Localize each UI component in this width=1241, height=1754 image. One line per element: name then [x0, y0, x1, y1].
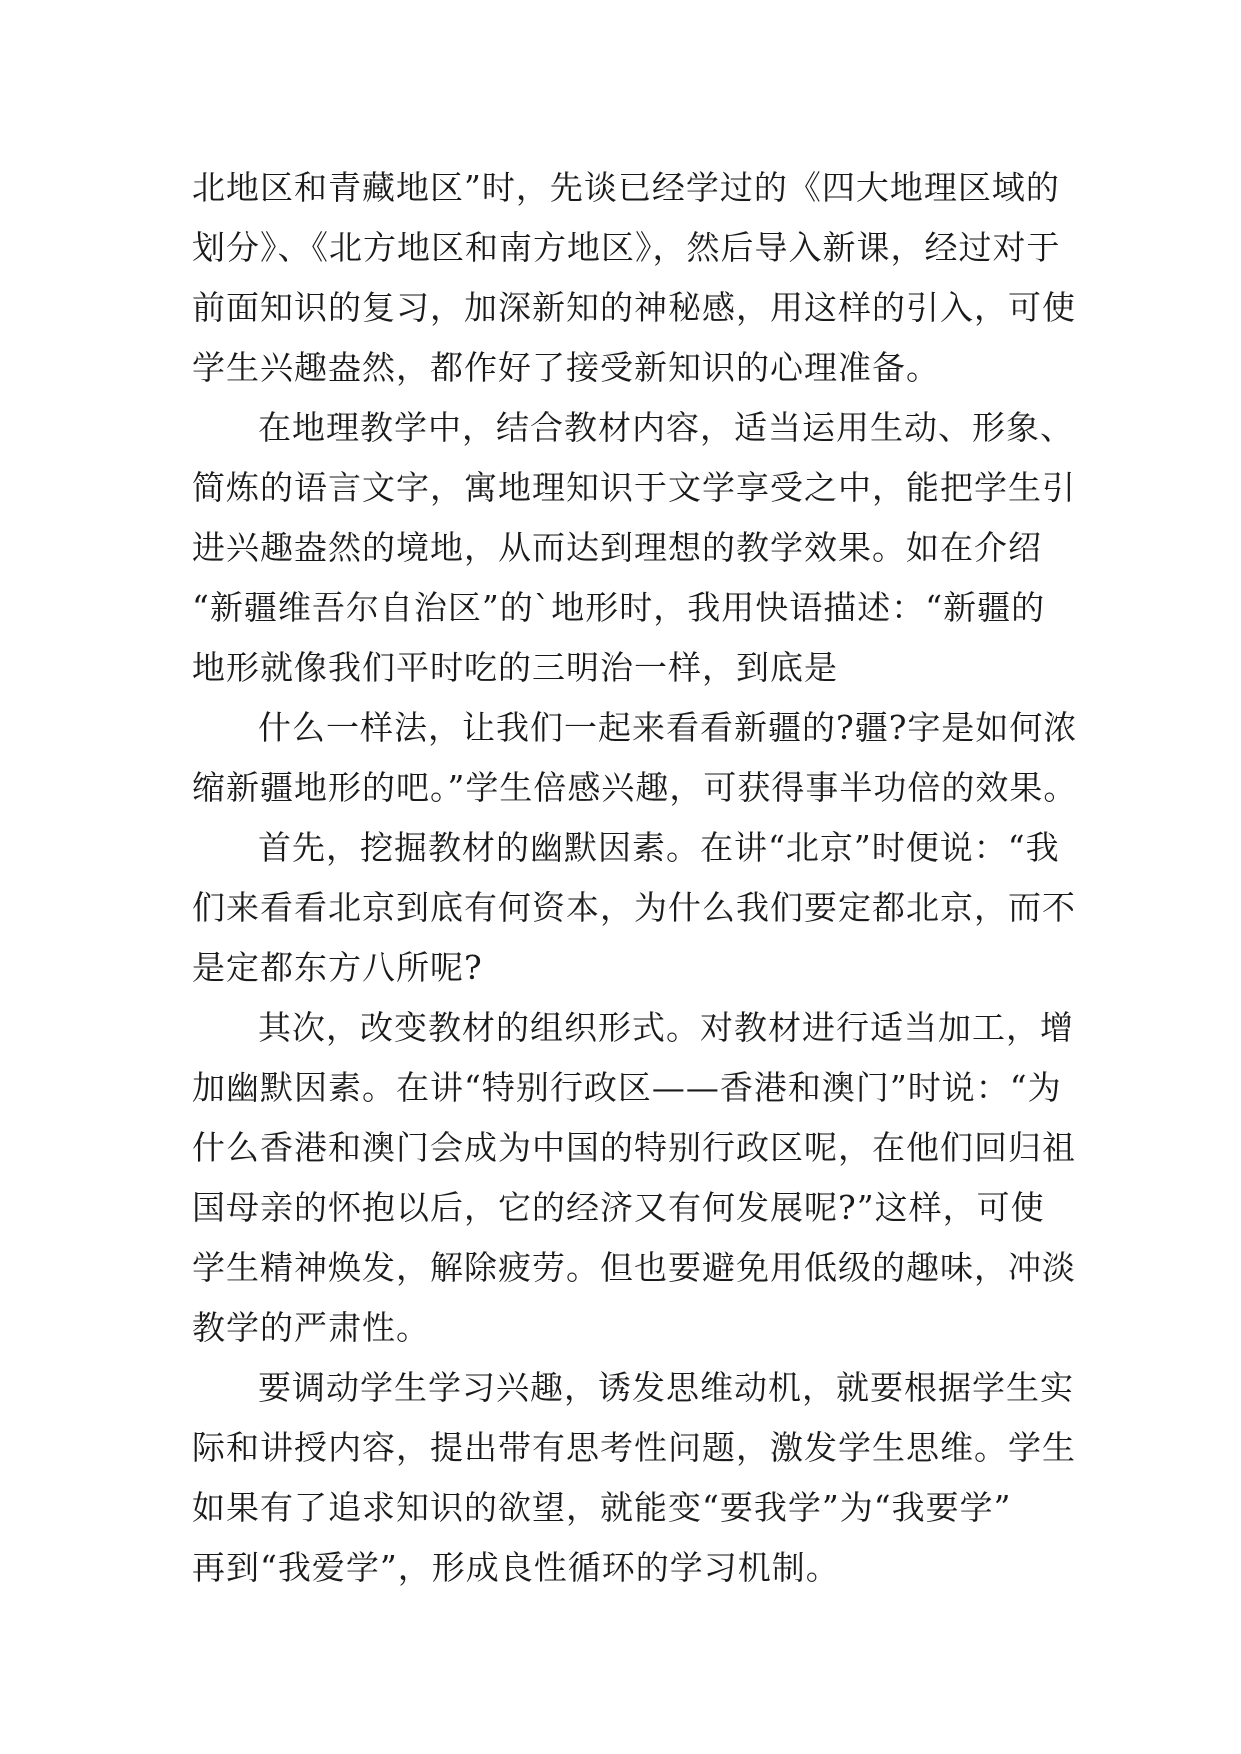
- text-line: 简炼的语言文字，寓地理知识于文学享受之中，能把学生引: [192, 468, 1076, 507]
- text-line: 地形就像我们平时吃的三明治一样，到底是: [192, 648, 838, 687]
- text-line: 进兴趣盎然的境地，从而达到理想的教学效果。如在介绍: [192, 528, 1042, 567]
- text-line: 再到“我爱学”，形成良性循环的学习机制。: [192, 1548, 840, 1587]
- text-line: 缩新疆地形的吧。”学生倍感兴趣，可获得事半功倍的效果。: [192, 768, 1078, 807]
- text-line: 如果有了追求知识的欲望，就能变“要我学”为“我要学”: [192, 1488, 1012, 1527]
- text-line: 学生兴趣盎然，都作好了接受新知识的心理准备。: [192, 348, 940, 387]
- text-line: 划分》、《北方地区和南方地区》，然后导入新课，经过对于: [192, 228, 1061, 267]
- text-line: 教学的严肃性。: [192, 1308, 430, 1347]
- text-line: 学生精神焕发，解除疲劳。但也要避免用低级的趣味，冲淡: [192, 1248, 1076, 1287]
- text-line: 在地理教学中，结合教材内容，适当运用生动、形象、: [258, 408, 1074, 447]
- text-line: 什么一样法，让我们一起来看看新疆的?疆?字是如何浓: [258, 708, 1078, 747]
- text-line: “新疆维吾尔自治区”的`地形时，我用快语描述：“新疆的: [192, 588, 1046, 627]
- text-line: 国母亲的怀抱以后，它的经济又有何发展呢?”这样，可使: [192, 1188, 1045, 1227]
- text-line: 要调动学生学习兴趣，诱发思维动机，就要根据学生实: [258, 1368, 1074, 1407]
- text-line: 们来看看北京到底有何资本，为什么我们要定都北京，而不: [192, 888, 1076, 927]
- text-line: 首先，挖掘教材的幽默因素。在讲“北京”时便说：“我: [258, 828, 1060, 867]
- text-line: 北地区和青藏地区”时，先谈已经学过的《四大地理区域的: [192, 168, 1060, 207]
- text-line: 什么香港和澳门会成为中国的特别行政区呢，在他们回归祖: [192, 1128, 1076, 1167]
- text-line: 加幽默因素。在讲“特别行政区——香港和澳门”时说：“为: [192, 1068, 1062, 1107]
- text-line: 是定都东方八所呢?: [192, 948, 483, 987]
- text-line: 其次，改变教材的组织形式。对教材进行适当加工，增: [258, 1008, 1074, 1047]
- text-line: 际和讲授内容，提出带有思考性问题，激发学生思维。学生: [192, 1428, 1076, 1467]
- text-line: 前面知识的复习，加深新知的神秘感，用这样的引入，可使: [192, 288, 1076, 327]
- body-text: [192, 158, 1078, 1598]
